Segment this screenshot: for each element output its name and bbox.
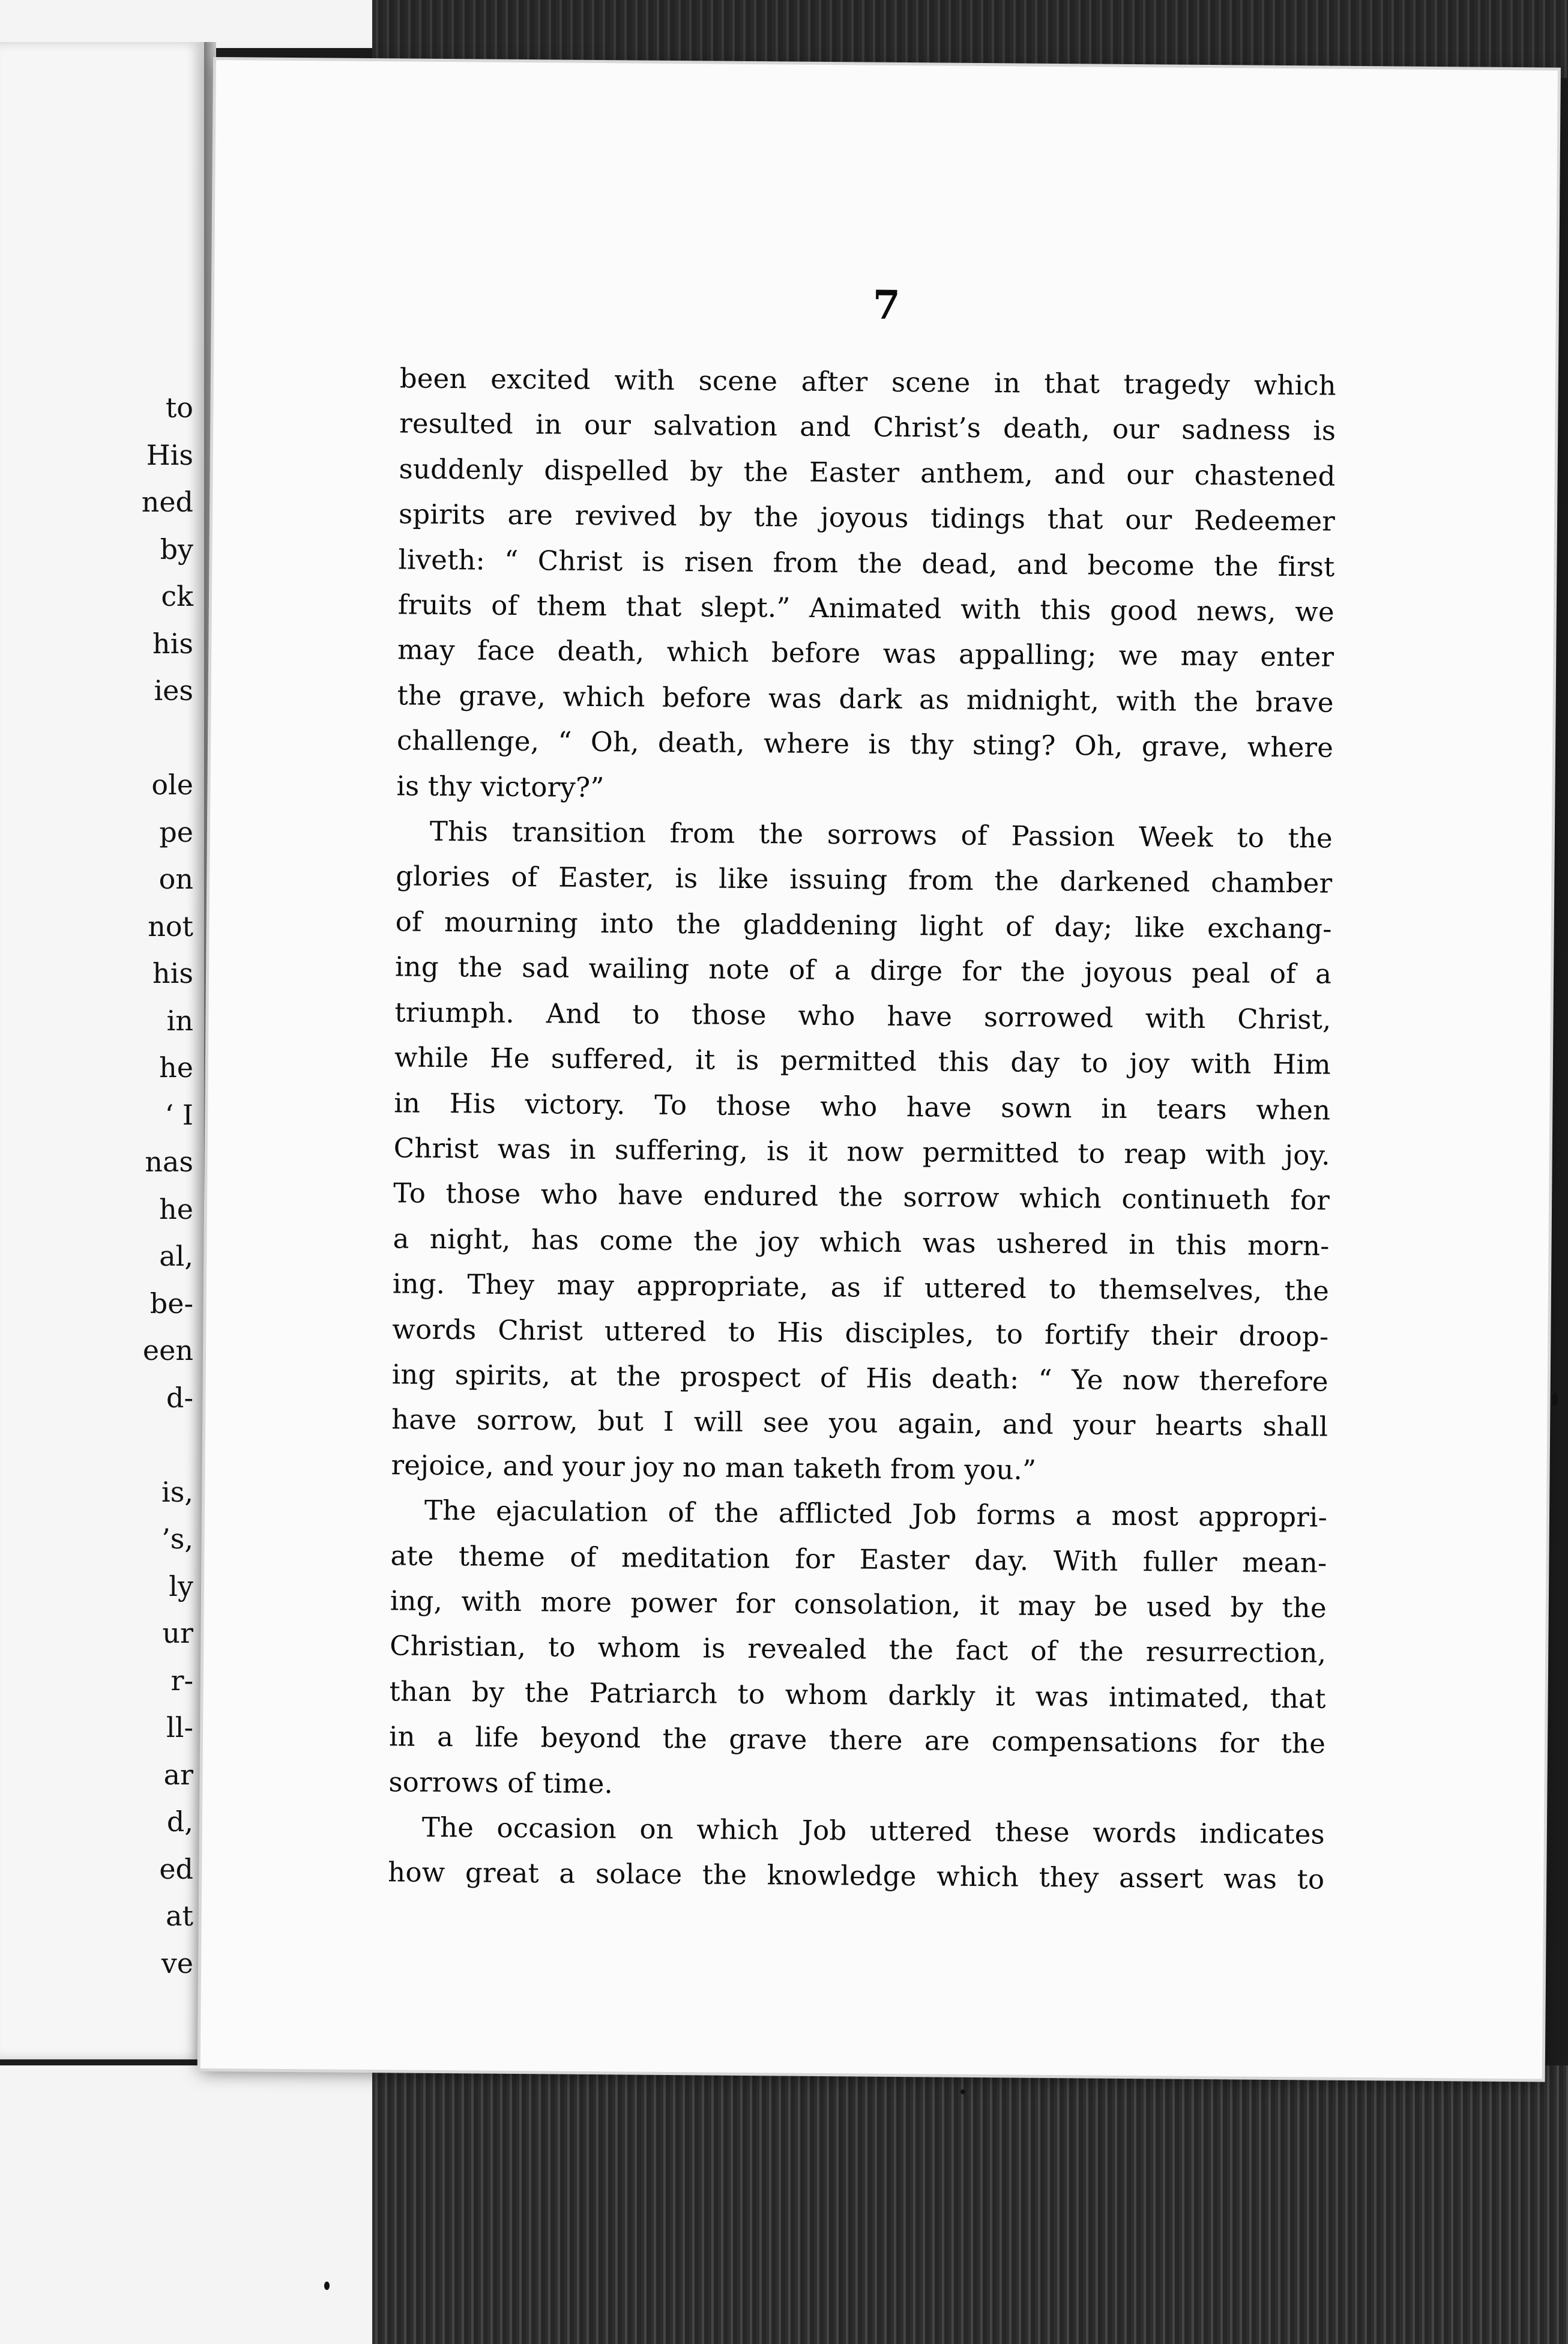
previous-page-fragment: d, xyxy=(166,1805,193,1838)
text-line: is thy victory?” xyxy=(396,770,605,803)
scanner-background-bottom xyxy=(372,2065,1568,2344)
text-line: To those who have endured the sorrow which continueth for xyxy=(393,1177,1330,1216)
previous-page-fragment: in xyxy=(166,1004,193,1037)
text-line: rejoice, and your joy no man taketh from you.” xyxy=(391,1449,1037,1486)
text-line: of mourning into the gladdening light of day; like exchang- xyxy=(395,905,1332,945)
text-line: challenge, “ Oh, death, where is thy sting? Oh, grave, where xyxy=(396,724,1334,764)
text-line: glories of Easter, is like issuing from the darkened chamber xyxy=(396,860,1333,900)
previous-page-fragment: be- xyxy=(149,1287,193,1320)
page-body-text xyxy=(388,355,1336,1902)
text-line: in His victory. To those who have sown in tears when xyxy=(394,1086,1331,1126)
previous-page-fragment: ned xyxy=(141,486,193,518)
text-line: fruits of them that slept.” Animated with this good news, we xyxy=(397,588,1335,628)
previous-page-fragment: not xyxy=(148,910,193,943)
text-line: ate theme of meditation for Easter day. With fuller mean- xyxy=(390,1539,1327,1579)
text-line: triumph. And to those who have sorrowed with Christ, xyxy=(394,996,1331,1036)
text-line: ing the sad wailing note of a dirge for the joyous peal of a xyxy=(394,950,1332,990)
previous-page-fragment: ur xyxy=(162,1617,193,1649)
previous-page-fragment: ole xyxy=(151,769,193,801)
scan-speck xyxy=(324,2282,330,2290)
previous-page-fragment: nas xyxy=(145,1146,193,1178)
text-line: sorrows of time. xyxy=(388,1765,614,1799)
previous-page-fragment: to xyxy=(165,391,193,424)
previous-page-fragment: he xyxy=(159,1051,193,1084)
previous-page-fragment: he xyxy=(159,1192,193,1225)
text-line: The ejaculation of the afflicted Job forms a most appropri- xyxy=(424,1494,1328,1533)
previous-page-fragment: ll- xyxy=(166,1711,193,1744)
previous-page-fragment: r- xyxy=(170,1664,193,1697)
text-line: words Christ uttered to His disciples, to fortify their droop- xyxy=(392,1312,1329,1353)
previous-page-fragment: at xyxy=(166,1900,193,1932)
previous-page-fragment: ies xyxy=(154,674,193,707)
text-line: the grave, which before was dark as midnight, with the brave xyxy=(397,679,1334,719)
text-line: have sorrow, but I will see you again, and your hearts shall xyxy=(391,1403,1328,1443)
previous-page-fragment: His xyxy=(146,438,193,471)
previous-page-fragment: his xyxy=(152,957,193,989)
previous-page-fragment xyxy=(142,1421,193,1469)
previous-page-fragment xyxy=(142,714,193,762)
previous-page-fragment: ar xyxy=(163,1758,193,1791)
previous-page-fragment: ’s, xyxy=(161,1523,193,1555)
scan-margin-bottom-left xyxy=(0,2065,372,2344)
book-page xyxy=(201,60,1558,2079)
previous-page-fragment: on xyxy=(158,863,193,895)
previous-page-fragment: by xyxy=(160,533,193,566)
text-line: Christ was in suffering, is it now permitted to reap with joy. xyxy=(393,1132,1330,1171)
previous-page-fragment: ly xyxy=(169,1569,193,1602)
text-line: may face death, which before was appalling; we may enter xyxy=(397,633,1334,674)
text-line: liveth: “ Christ is risen from the dead, and become the first xyxy=(398,543,1335,583)
previous-page-line-endings xyxy=(142,384,193,1987)
text-line: resulted in our salvation and Christ’s death, our sadness is xyxy=(399,407,1336,447)
scan-margin-top-left xyxy=(0,0,372,48)
text-line: The occasion on which Job uttered these words indicates xyxy=(421,1811,1325,1850)
previous-page-fragment: een xyxy=(142,1334,193,1367)
previous-page-fragment: ve xyxy=(161,1947,193,1980)
text-line: spirits are revived by the joyous tidings that our Redeemer xyxy=(398,498,1336,537)
text-line: than by the Patriarch to whom darkly it was intimated, that xyxy=(389,1675,1326,1715)
previous-page-fragment: ed xyxy=(159,1852,193,1885)
previous-page-fragment: ‘ I xyxy=(164,1098,193,1131)
text-line: ing. They may appropriate, as if uttered to themselves, the xyxy=(392,1267,1330,1307)
text-line: This transition from the sorrows of Passion Week to the xyxy=(429,815,1333,854)
text-line: suddenly dispelled by the Easter anthem, and our chastened xyxy=(399,453,1336,492)
scan-speck xyxy=(960,2089,965,2094)
text-line: in a life beyond the grave there are compensations for the xyxy=(388,1720,1326,1760)
previous-page-fragment: is, xyxy=(161,1475,193,1508)
text-line: while He suffered, it is permitted this day to joy with Him xyxy=(394,1041,1331,1081)
text-line: ing spirits, at the prospect of His death: “ Ye now therefore xyxy=(391,1358,1328,1398)
previous-page-fragment: al, xyxy=(159,1240,193,1272)
text-line: ing, with more power for consolation, it may be used by the xyxy=(390,1584,1327,1624)
scan-speck xyxy=(1552,1393,1558,1406)
text-line: Christian, to whom is revealed the fact of the resurrection, xyxy=(390,1630,1327,1669)
text-line: a night, has come the joy which was ushered in this morn- xyxy=(393,1222,1330,1262)
previous-page-edge xyxy=(0,42,208,2059)
text-line: been excited with scene after scene in that tragedy which xyxy=(399,362,1337,402)
previous-page-fragment: his xyxy=(152,627,193,660)
previous-page-fragment: ck xyxy=(161,580,193,612)
page-number: 7 xyxy=(872,281,901,328)
previous-page-fragment: d- xyxy=(166,1381,193,1414)
text-line: how great a solace the knowledge which they assert was to xyxy=(388,1856,1325,1895)
previous-page-fragment: pe xyxy=(159,815,193,848)
